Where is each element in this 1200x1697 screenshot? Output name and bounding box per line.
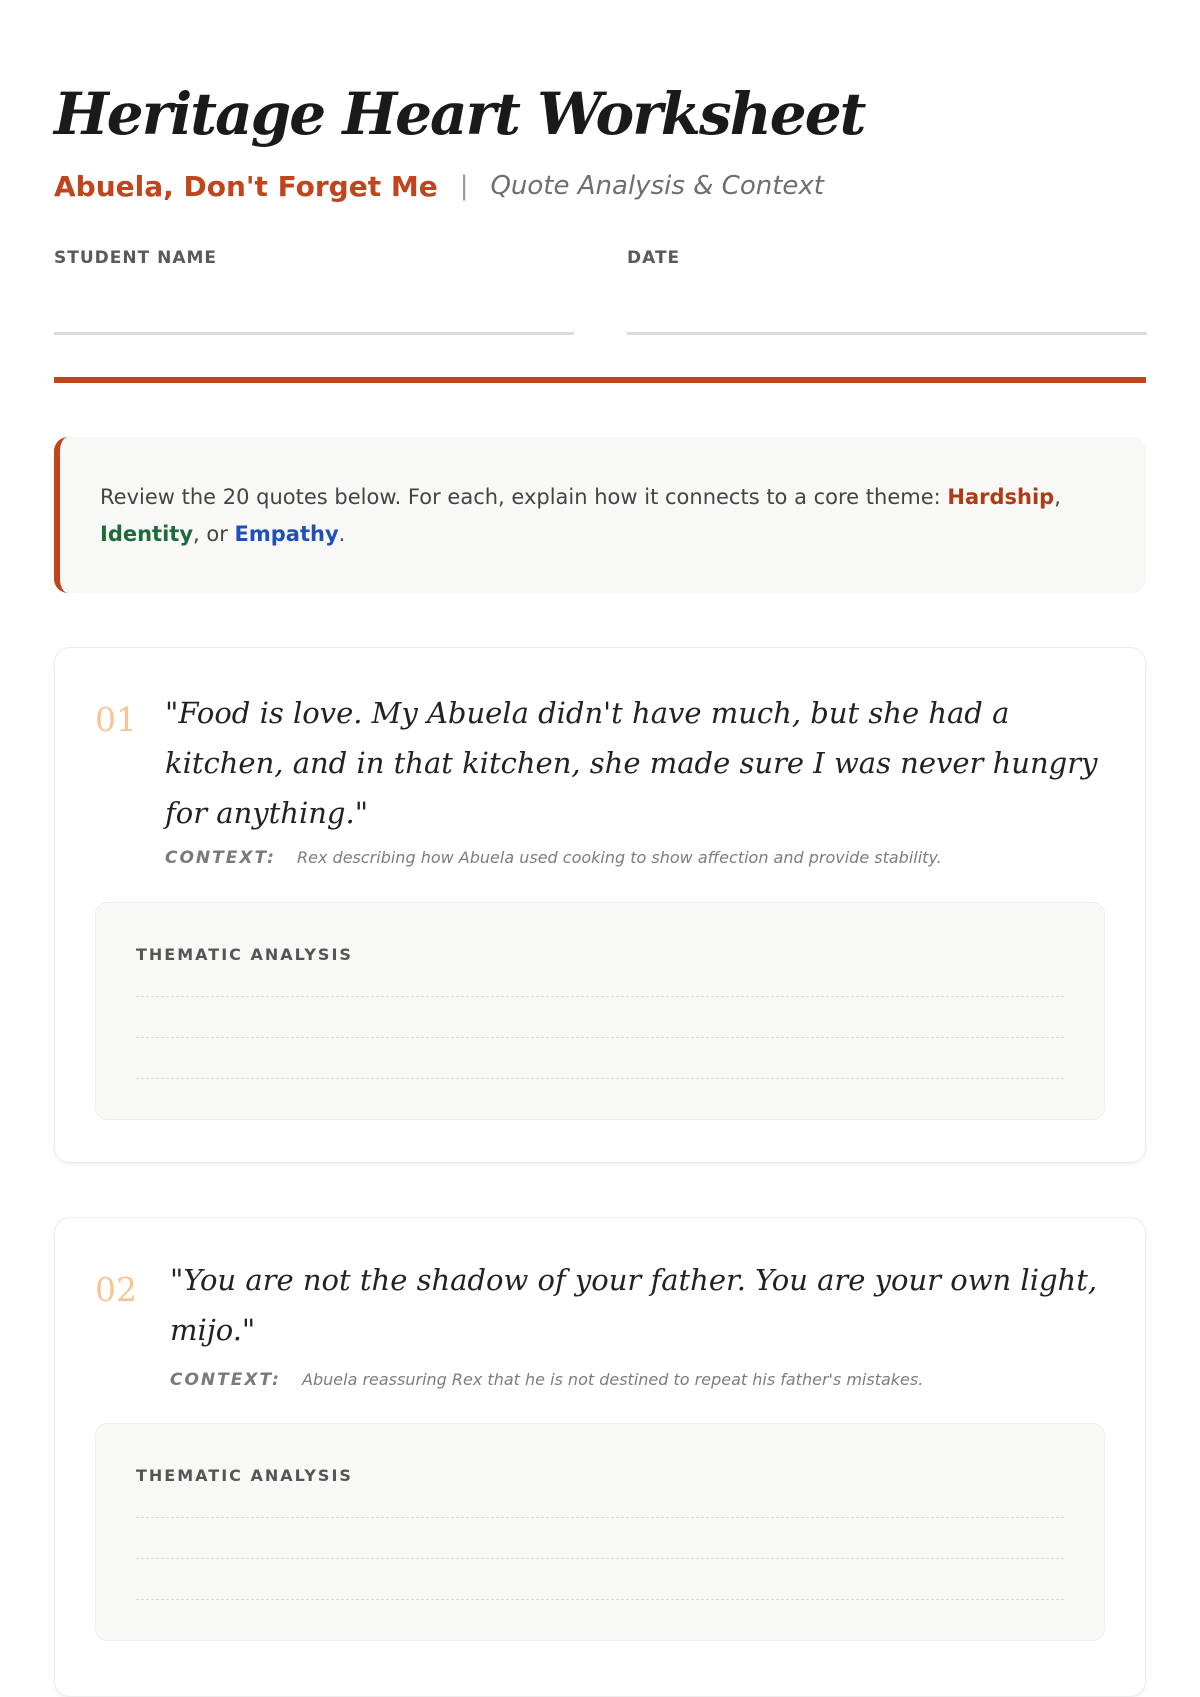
theme-identity: Identity bbox=[100, 522, 194, 546]
context-text: Rex describing how Abuela used cooking to show affection and provide stability. bbox=[297, 848, 942, 867]
instructions-text: Review the 20 quotes below. For each, explain how it connects to a core theme: bbox=[100, 485, 948, 509]
student-name-label: STUDENT NAME bbox=[54, 248, 218, 268]
theme-empathy: Empathy bbox=[234, 522, 339, 546]
section-label: Quote Analysis & Context bbox=[490, 171, 824, 201]
thematic-analysis-box[interactable] bbox=[95, 1423, 1105, 1641]
instructions-comma: , bbox=[1054, 485, 1061, 509]
date-input-line[interactable] bbox=[627, 332, 1147, 335]
context-label: CONTEXT: bbox=[170, 1370, 281, 1390]
student-name-field bbox=[54, 248, 574, 268]
quote-context bbox=[170, 1370, 923, 1390]
worksheet-title: Heritage Heart Worksheet bbox=[54, 80, 865, 148]
quote-text: "You are not the shadow of your father. You are your own light, mijo." bbox=[170, 1263, 1098, 1347]
answer-line[interactable] bbox=[136, 1037, 1064, 1038]
instructions-box bbox=[54, 437, 1146, 593]
book-title: Abuela, Don't Forget Me bbox=[54, 169, 438, 203]
quote-card bbox=[54, 647, 1146, 1163]
quote-text: "Food is love. My Abuela didn't have much, but she had a kitchen, and in that kitchen, she made sure I was never hungry for anything." bbox=[165, 696, 1098, 830]
quote-number: 01 bbox=[95, 700, 137, 739]
thematic-analysis-label: THEMATIC ANALYSIS bbox=[136, 1466, 353, 1485]
context-label: CONTEXT: bbox=[165, 848, 276, 868]
student-name-input-line[interactable] bbox=[54, 332, 574, 335]
subtitle-separator: | bbox=[459, 171, 469, 201]
instructions-period: . bbox=[338, 522, 346, 546]
quote-context bbox=[165, 848, 942, 868]
date-field bbox=[627, 248, 1147, 268]
answer-line[interactable] bbox=[136, 1517, 1064, 1518]
thematic-analysis-box[interactable] bbox=[95, 902, 1105, 1120]
answer-line[interactable] bbox=[136, 1078, 1064, 1079]
context-text: Abuela reassuring Rex that he is not destined to repeat his father's mistakes. bbox=[302, 1370, 924, 1389]
answer-line[interactable] bbox=[136, 1558, 1064, 1559]
answer-line[interactable] bbox=[136, 996, 1064, 997]
theme-hardship: Hardship bbox=[947, 485, 1055, 509]
quote-number: 02 bbox=[95, 1270, 137, 1309]
instructions-or: , or bbox=[193, 522, 235, 546]
thematic-analysis-label: THEMATIC ANALYSIS bbox=[136, 945, 353, 964]
quote-card bbox=[54, 1217, 1146, 1697]
subtitle-row bbox=[54, 166, 824, 206]
header-divider bbox=[54, 377, 1146, 383]
date-label: DATE bbox=[627, 248, 681, 268]
